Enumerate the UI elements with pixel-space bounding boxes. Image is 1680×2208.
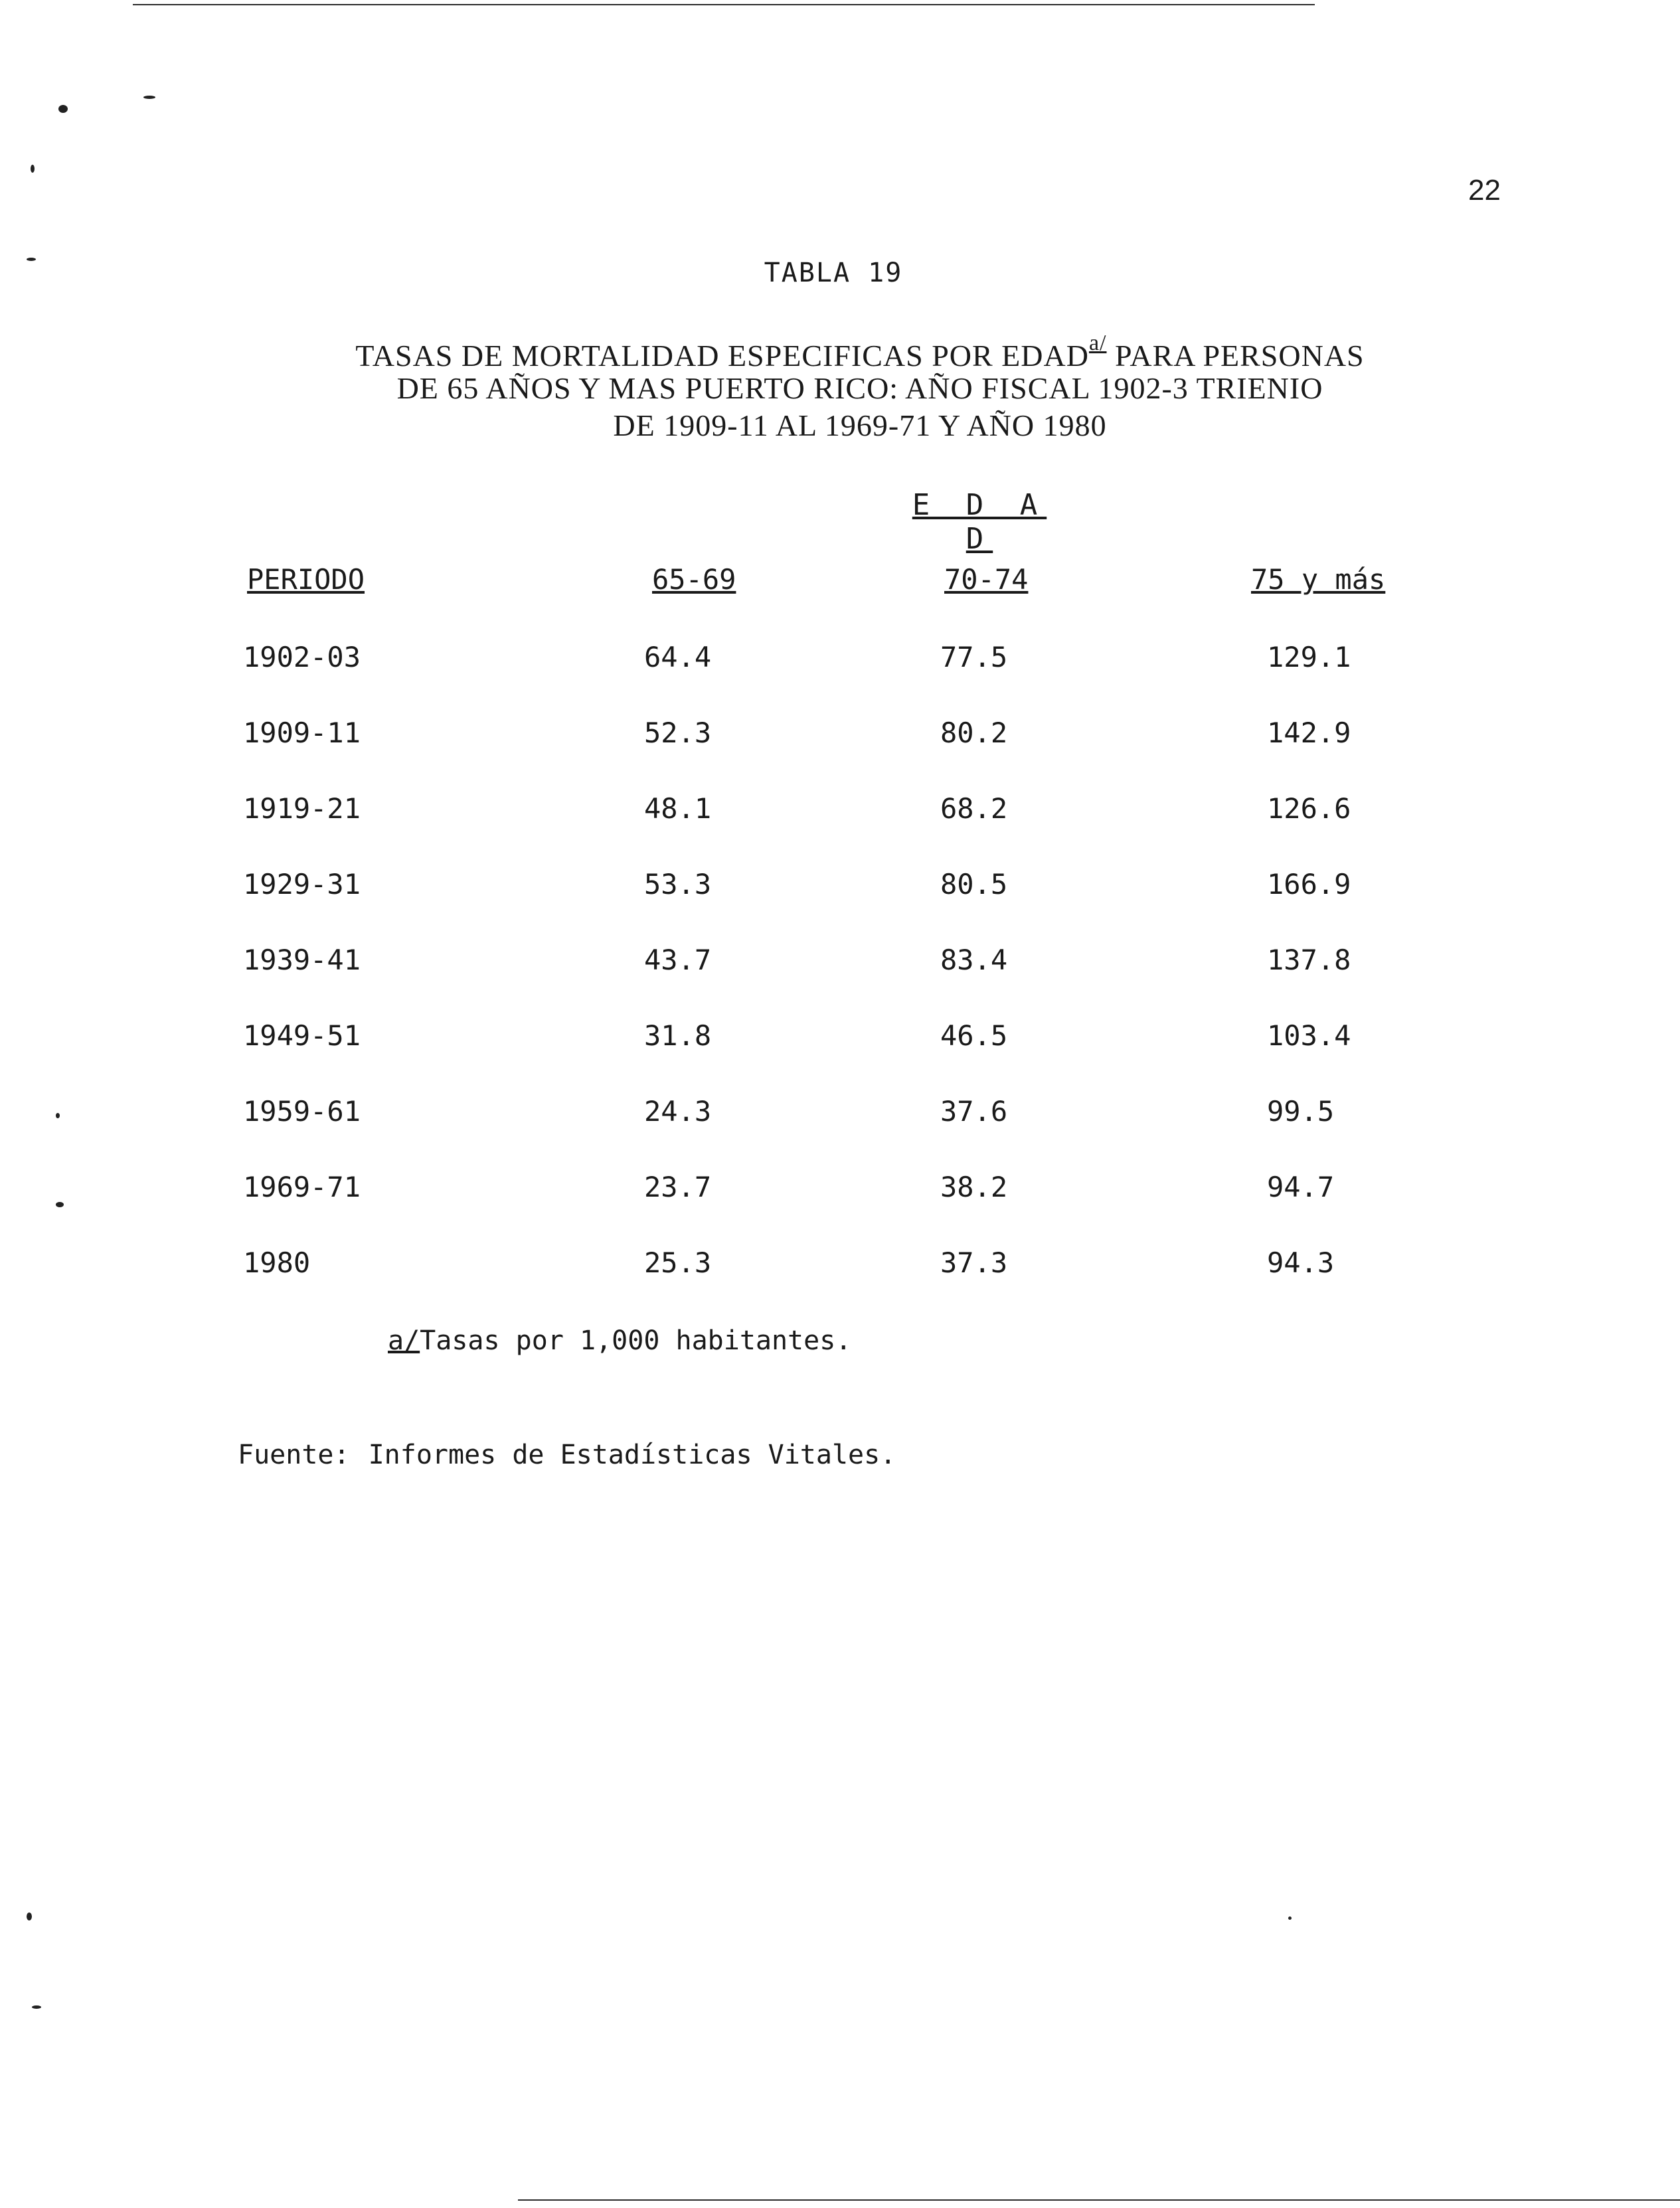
period-cell: 1949-51 (243, 1019, 361, 1052)
rate-70-74-cell: 80.5 (940, 868, 1008, 900)
title-text: TASAS DE MORTALIDAD ESPECIFICAS POR EDAD (355, 339, 1089, 373)
source-note (238, 1440, 896, 1470)
rate-70-74-cell: 68.2 (940, 792, 1008, 825)
rate-75-plus-cell: 129.1 (1267, 641, 1351, 673)
rate-65-69-cell: 53.3 (644, 868, 712, 900)
rate-75-plus-cell: 142.9 (1267, 717, 1351, 749)
scan-speck (56, 1113, 60, 1118)
column-header-65-69: 65-69 (652, 563, 736, 596)
scan-speck (27, 258, 36, 261)
table-title-line-1 (279, 331, 1441, 373)
title-text: PARA PERSONAS (1106, 339, 1365, 373)
rate-65-69-cell: 64.4 (644, 641, 712, 673)
rate-75-plus-cell: 103.4 (1267, 1019, 1351, 1052)
rate-70-74-cell: 83.4 (940, 944, 1008, 976)
period-cell: 1939-41 (243, 944, 361, 976)
footnote-mark: a/ (388, 1325, 420, 1356)
rate-70-74-cell: 38.2 (940, 1171, 1008, 1203)
rate-65-69-cell: 52.3 (644, 717, 712, 749)
column-header-periodo: PERIODO (247, 563, 365, 596)
scan-speck (27, 1912, 32, 1920)
rate-70-74-cell: 37.3 (940, 1246, 1008, 1279)
period-cell: 1980 (243, 1246, 311, 1279)
rate-75-plus-cell: 99.5 (1267, 1095, 1335, 1128)
age-group-header: E D A D (912, 488, 1047, 556)
table-title-line-3: DE 1909-11 AL 1969-71 Y AÑO 1980 (613, 408, 1107, 442)
scan-speck (143, 96, 155, 99)
scan-speck (32, 2005, 41, 2009)
rate-70-74-cell: 37.6 (940, 1095, 1008, 1128)
scan-speck (31, 165, 35, 173)
rate-70-74-cell: 46.5 (940, 1019, 1008, 1052)
rate-65-69-cell: 48.1 (644, 792, 712, 825)
period-cell: 1929-31 (243, 868, 361, 900)
footnote (388, 1325, 851, 1356)
period-cell: 1959-61 (243, 1095, 361, 1128)
rate-65-69-cell: 43.7 (644, 944, 712, 976)
footnote-reference: a/ (1088, 331, 1107, 355)
rate-70-74-cell: 80.2 (940, 717, 1008, 749)
scan-speck (56, 1202, 64, 1207)
scan-speck (58, 105, 68, 113)
rate-65-69-cell: 24.3 (644, 1095, 712, 1128)
rate-75-plus-cell: 137.8 (1267, 944, 1351, 976)
page-number: 22 (1468, 174, 1501, 207)
rate-70-74-cell: 77.5 (940, 641, 1008, 673)
period-cell: 1902-03 (243, 641, 361, 673)
source-label: Fuente: (238, 1440, 350, 1470)
column-header-75-plus: 75 y más (1251, 563, 1386, 596)
rate-65-69-cell: 23.7 (644, 1171, 712, 1203)
table-label: TABLA 19 (764, 258, 903, 288)
rate-65-69-cell: 25.3 (644, 1246, 712, 1279)
footnote-text: Tasas por 1,000 habitantes. (420, 1325, 852, 1356)
rate-75-plus-cell: 166.9 (1267, 868, 1351, 900)
table-title-line-2: DE 65 AÑOS Y MAS PUERTO RICO: AÑO FISCAL 1902-3 TRIENIO (396, 371, 1323, 405)
rate-75-plus-cell: 94.3 (1267, 1246, 1335, 1279)
rate-75-plus-cell: 126.6 (1267, 792, 1351, 825)
scan-bottom-rule (518, 2199, 1680, 2201)
rate-75-plus-cell: 94.7 (1267, 1171, 1335, 1203)
period-cell: 1969-71 (243, 1171, 361, 1203)
scan-top-rule (133, 4, 1315, 5)
column-header-70-74: 70-74 (944, 563, 1029, 596)
rate-65-69-cell: 31.8 (644, 1019, 712, 1052)
source-text: Informes de Estadísticas Vitales. (368, 1440, 896, 1470)
period-cell: 1919-21 (243, 792, 361, 825)
period-cell: 1909-11 (243, 717, 361, 749)
scan-speck (1288, 1916, 1292, 1920)
